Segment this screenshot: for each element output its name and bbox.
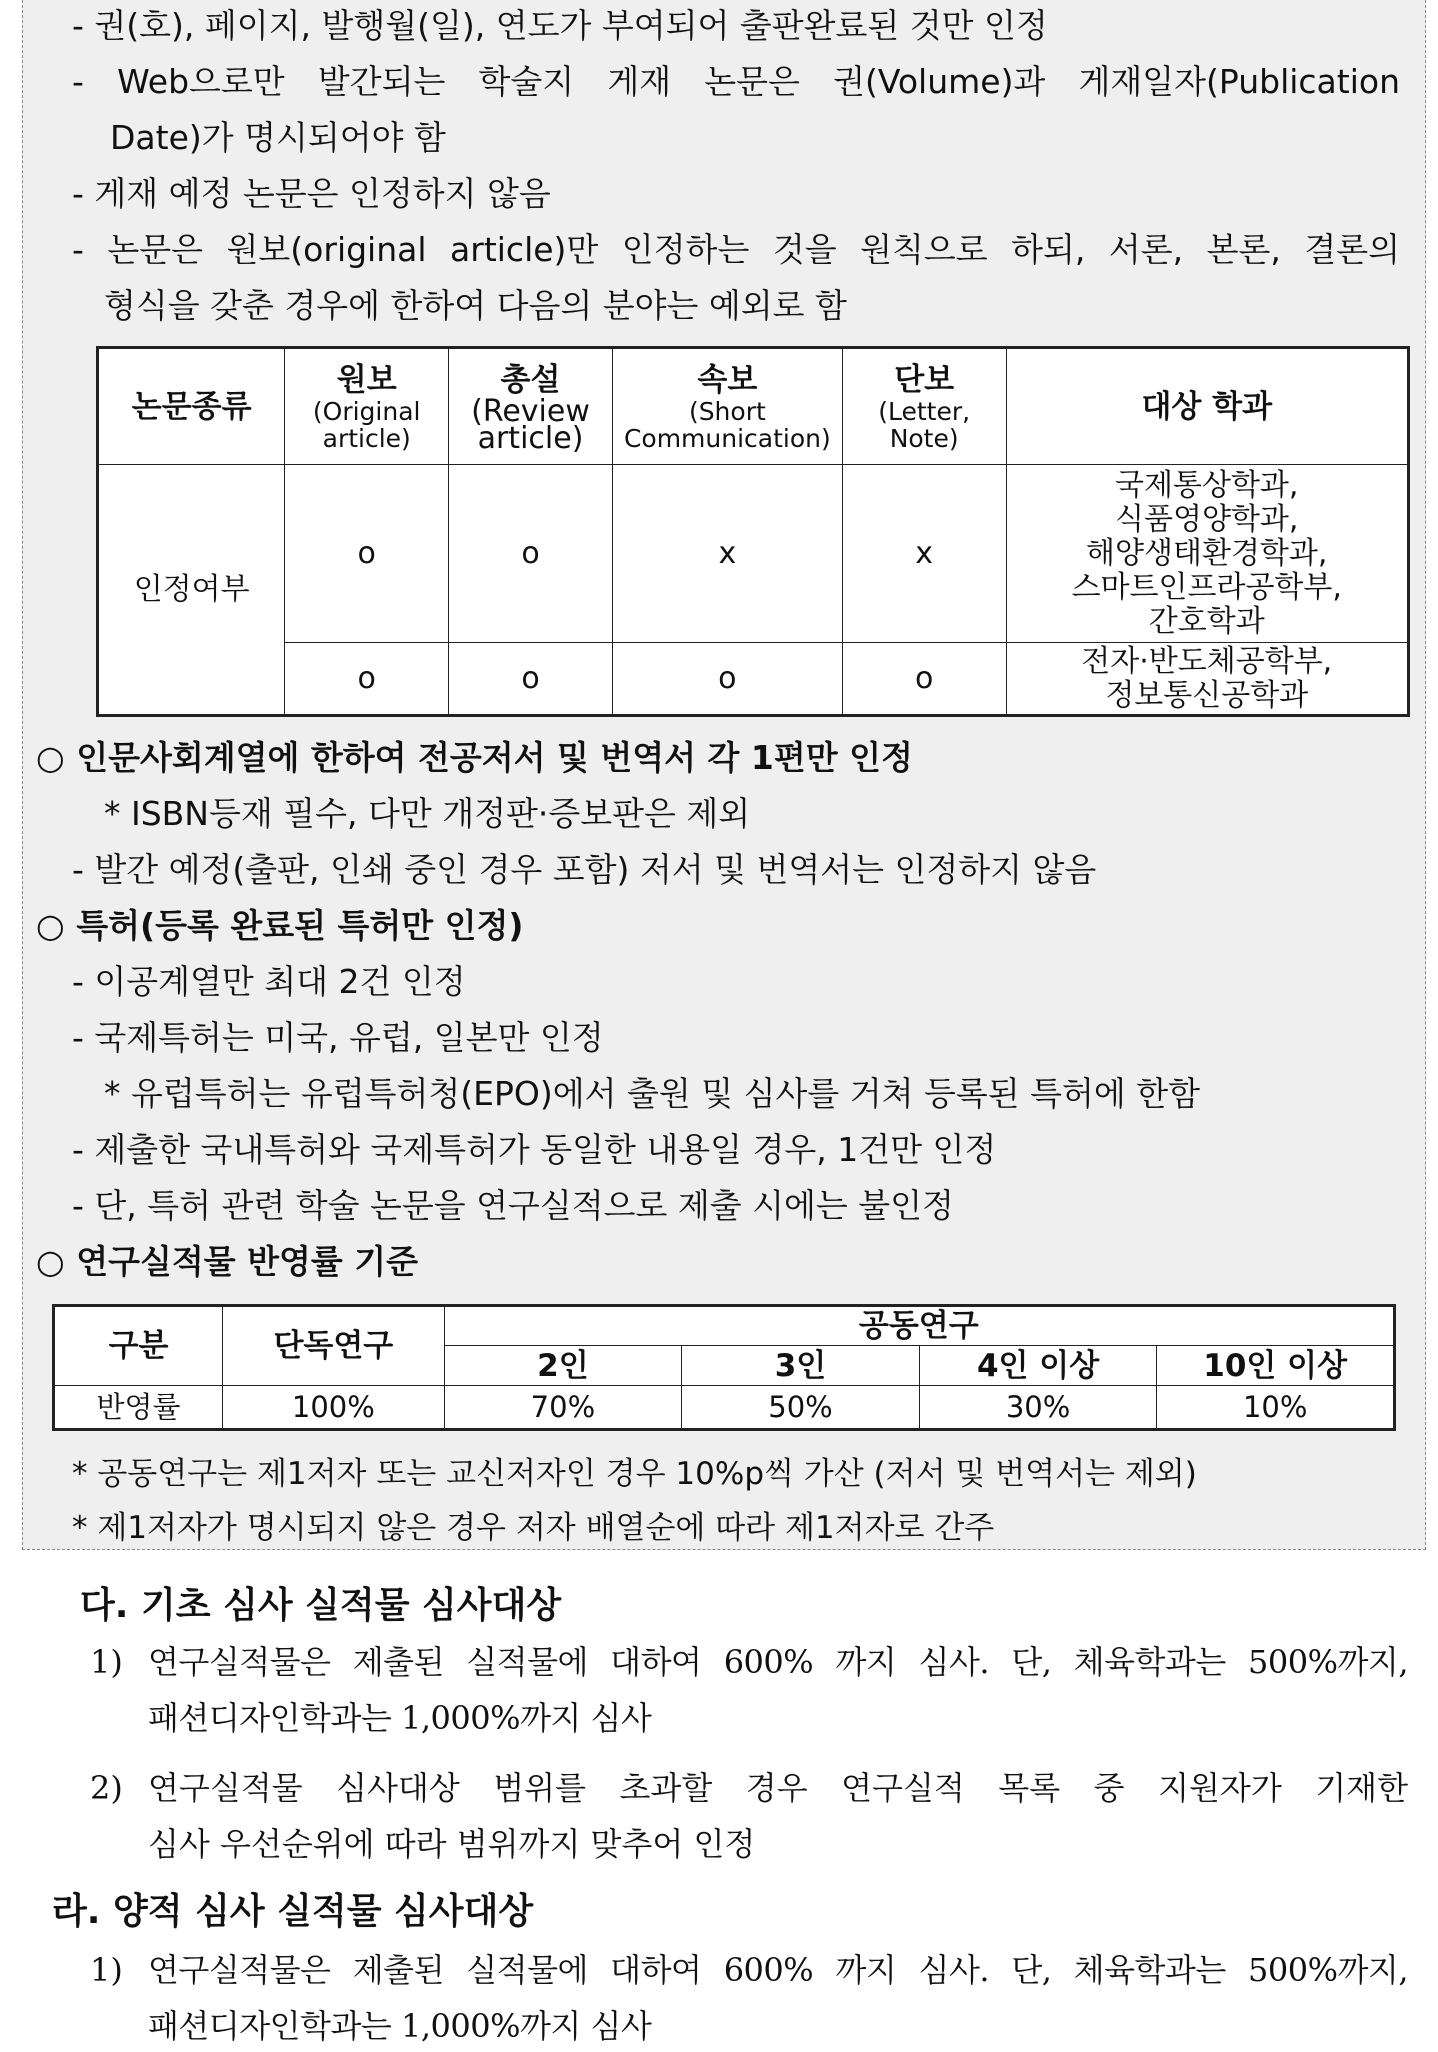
cell-value: o xyxy=(612,643,842,716)
rule-published-only: - 권(호), 페이지, 발행월(일), 연도가 부여되어 출판완료된 것만 인정 xyxy=(72,6,1048,45)
header-2: 2인 xyxy=(444,1346,682,1386)
header-3: 3인 xyxy=(682,1346,920,1386)
books-forthcoming: - 발간 예정(출판, 인쇄 중인 경우 포함) 저서 및 번역서는 인정하지 않음 xyxy=(72,850,1097,889)
ra-item1-line2: 패션디자인학과는 1,000%까지 심사 xyxy=(148,2007,652,2045)
da-item1-line2: 패션디자인학과는 1,000%까지 심사 xyxy=(148,1699,652,1737)
cell-value: 10% xyxy=(1157,1386,1395,1430)
da-item1-line1: 연구실적물은 제출된 실적물에 대하여 600% 까지 심사. 단, 체육학과는 500%까지, xyxy=(148,1643,1408,1681)
row-label-rate: 반영률 xyxy=(54,1386,223,1430)
header-original: 원보 (Original article) xyxy=(285,348,449,465)
cell-departments: 국제통상학과, 식품영양학과, 해양생태환경학과, 스마트인프라공학부, 간호학과 xyxy=(1006,465,1409,643)
da-item2-line2: 심사 우선순위에 따라 범위까지 맞추어 인정 xyxy=(148,1825,756,1863)
cell-value: 100% xyxy=(223,1386,444,1430)
row-label-approval: 인정여부 xyxy=(98,465,285,716)
header-target-dept: 대상 학과 xyxy=(1006,348,1409,465)
header-4: 4인 이상 xyxy=(919,1346,1157,1386)
patents-intl: - 국제특허는 미국, 유럽, 일본만 인정 xyxy=(72,1018,604,1057)
header-joint: 공동연구 xyxy=(444,1306,1394,1346)
cell-value: o xyxy=(842,643,1006,716)
table-row xyxy=(54,1386,1395,1430)
table-header-row xyxy=(98,348,1409,465)
cell-value: 50% xyxy=(682,1386,920,1430)
section-rate: ○ 연구실적물 반영률 기준 xyxy=(36,1242,419,1281)
cell-value: x xyxy=(612,465,842,643)
da-item1-number: 1) xyxy=(90,1643,123,1681)
patents-epo-note: * 유럽특허는 유럽특허청(EPO)에서 출원 및 심사를 거쳐 등록된 특허에 한함 xyxy=(104,1074,1200,1113)
header-letter: 단보 (Letter, Note) xyxy=(842,348,1006,465)
header-10: 10인 이상 xyxy=(1157,1346,1395,1386)
section-patents: ○ 특허(등록 완료된 특허만 인정) xyxy=(36,906,524,945)
header-solo: 단독연구 xyxy=(223,1306,444,1386)
patents-paper: - 단, 특허 관련 학술 논문을 연구실적으로 제출 시에는 불인정 xyxy=(72,1186,954,1225)
rule-web-journal: - Web으로만 발간되는 학술지 게재 논문은 권(Volume)과 게재일자(Publication xyxy=(72,62,1400,101)
cell-value: o xyxy=(285,465,449,643)
table-row xyxy=(98,465,1409,643)
table-row xyxy=(98,643,1409,716)
ra-item1-line1: 연구실적물은 제출된 실적물에 대하여 600% 까지 심사. 단, 체육학과는 500%까지, xyxy=(148,1951,1408,1989)
section-books: ○ 인문사회계열에 한하여 전공저서 및 번역서 각 1편만 인정 xyxy=(36,738,913,777)
section-ra-title: 라. 양적 심사 실적물 심사대상 xyxy=(52,1891,534,1932)
rule-original-article: - 논문은 원보(original article)만 인정하는 것을 원칙으로 하되, 서론, 본론, 결론의 xyxy=(72,230,1400,269)
cell-value: 70% xyxy=(444,1386,682,1430)
paper-type-table xyxy=(96,346,1410,717)
header-review: 총설 (Review article) xyxy=(449,348,613,465)
cell-departments: 전자·반도체공학부, 정보통신공학과 xyxy=(1006,643,1409,716)
patents-limit: - 이공계열만 최대 2건 인정 xyxy=(72,962,466,1001)
rule-original-article-cont: 형식을 갖춘 경우에 한하여 다음의 분야는 예외로 함 xyxy=(104,286,847,325)
rate-note-bonus: * 공동연구는 제1저자 또는 교신저자인 경우 10%p씩 가산 (저서 및 번역서는 제외) xyxy=(72,1456,1197,1492)
rule-forthcoming: - 게재 예정 논문은 인정하지 않음 xyxy=(72,174,551,213)
cell-value: x xyxy=(842,465,1006,643)
header-paper-type: 논문종류 xyxy=(98,348,285,465)
ra-item1-number: 1) xyxy=(90,1951,123,1989)
header-short: 속보 (Short Communication) xyxy=(612,348,842,465)
patents-duplicate: - 제출한 국내특허와 국제특허가 동일한 내용일 경우, 1건만 인정 xyxy=(72,1130,997,1169)
da-item2-number: 2) xyxy=(90,1769,123,1807)
cell-value: 30% xyxy=(919,1386,1157,1430)
cell-value: o xyxy=(449,643,613,716)
table-header-row xyxy=(54,1306,1395,1346)
section-da-title: 다. 기초 심사 실적물 심사대상 xyxy=(80,1585,562,1626)
rate-note-first-author: * 제1저자가 명시되지 않은 경우 저자 배열순에 따라 제1저자로 간주 xyxy=(72,1510,995,1546)
rate-table xyxy=(52,1304,1396,1431)
cell-value: o xyxy=(285,643,449,716)
books-isbn-note: * ISBN등재 필수, 다만 개정판·증보판은 제외 xyxy=(104,794,751,833)
cell-value: o xyxy=(449,465,613,643)
header-gubun: 구분 xyxy=(54,1306,223,1386)
da-item2-line1: 연구실적물 심사대상 범위를 초과할 경우 연구실적 목록 중 지원자가 기재한 xyxy=(148,1769,1408,1807)
rule-web-journal-cont: Date)가 명시되어야 함 xyxy=(110,118,446,157)
